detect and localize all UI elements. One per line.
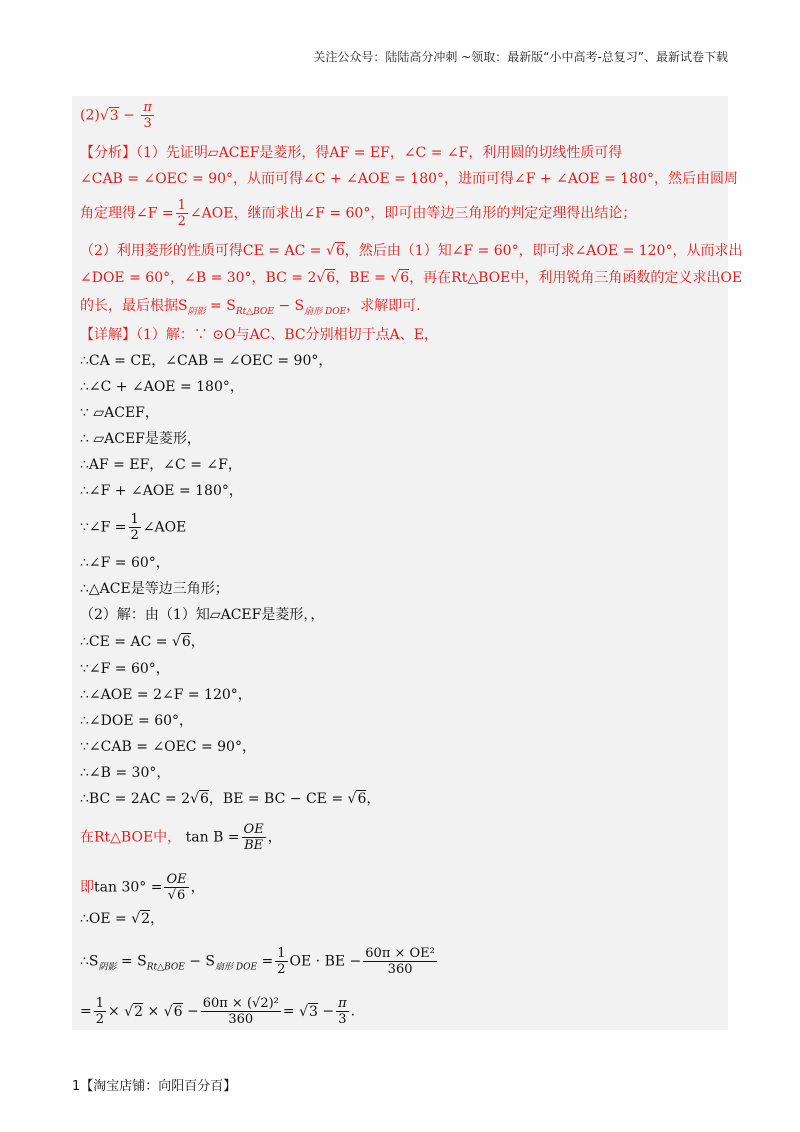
detail-line-16: ∵∠CAB = ∠OEC = 90°， bbox=[80, 739, 256, 755]
answer-label: (2) bbox=[80, 107, 100, 124]
detail-line-23: = $\frac{1}{2}$ × √2 × √6 − $\frac{\text{60π × (√2)²}}{360}$ = √3 − $\frac{\pi}{3}$ . bbox=[80, 996, 356, 1027]
detail-line-17: ∴∠B = 30°， bbox=[80, 765, 171, 781]
analysis-line-6: 的长，最后根据$S_{阴影} = S_{Rt\triangle BOE} - S_{扇形 DOE}$，求解即可. bbox=[80, 298, 421, 317]
detail-line-2: ∴CA = CE，∠CAB = ∠OEC = 90°， bbox=[80, 353, 333, 369]
minus-sign: − bbox=[123, 107, 135, 124]
detail-line-22: $\therefore S_{阴影} = S_{Rt\triangle BOE} - S_{扇形 DOE}$ = $\frac{1}{2}$ OE · BE − $\frac{\text{60π × OE²}}{360}$ bbox=[80, 946, 435, 977]
detail-line-9: ∴∠F = 60°， bbox=[80, 555, 170, 571]
detail-line-5: ∴ ▱ACEF是菱形， bbox=[80, 431, 201, 447]
detail-line-7: ∴∠F + ∠AOE = 180°， bbox=[80, 483, 243, 499]
detail-line-13: ∵∠F = 60°， bbox=[80, 661, 170, 677]
detail-line-3: ∴∠C + ∠AOE = 180°， bbox=[80, 379, 244, 395]
detail-line-14: ∴∠AOE = 2∠F = 120°， bbox=[80, 687, 252, 703]
answer-2 bbox=[80, 100, 156, 131]
detail-line-4: ∵ ▱ACEF， bbox=[80, 405, 159, 421]
page-footer: 1【淘宝店铺：向阳百分百】 bbox=[72, 1079, 237, 1094]
sqrt-3: √3 bbox=[99, 107, 119, 124]
fraction-pi-3: $\frac{\pi}{3}$ bbox=[143, 100, 152, 131]
detail-line-6: ∴AF = EF，∠C = ∠F， bbox=[80, 457, 242, 473]
detail-line-1: 【详解】（1）解：∵ ⊙O与AC、BC分别相切于点A、E， bbox=[80, 327, 438, 343]
fraction-half: $\frac{1}{2}$ bbox=[177, 198, 186, 229]
detail-line-20: 即tan 30° = $\frac{OE}{√6}$ ， bbox=[80, 872, 205, 903]
detail-line-11: （2）解：由（1）知▱ACEF是菱形，， bbox=[80, 607, 325, 623]
analysis-line-1: 【分析】（1）先证明▱ACEF是菱形，得AF = EF，∠C = ∠F，利用圆的切线性质可得 bbox=[80, 145, 623, 161]
detail-line-18: ∴BC = 2AC = 2√6，BE = BC − CE = √6， bbox=[80, 791, 381, 807]
detail-line-15: ∴∠DOE = 60°， bbox=[80, 713, 194, 729]
analysis-line-3: 角定理得∠F = $\frac{1}{2}$ ∠AOE，继而求出∠F = 60°，即可由等边三角形的判定定理得出结论； bbox=[80, 198, 637, 229]
analysis-line-4: （2）利用菱形的性质可得CE = AC = √6，然后由（1）知∠F = 60°，即可求∠AOE = 120°，从而求出 bbox=[80, 243, 743, 259]
detail-line-8: ∵∠F = $\frac{1}{2}$ ∠AOE bbox=[80, 512, 187, 543]
detail-line-19: 在Rt△BOE中， tan B = $\frac{OE}{BE}$ ， bbox=[80, 822, 282, 853]
analysis-line-5: ∠DOE = 60°，∠B = 30°，BC = 2√6，BE = √6，再在Rt△BOE中，利用锐角三角函数的定义求出OE bbox=[80, 270, 743, 286]
analysis-line-2: ∠CAB = ∠OEC = 90°，从而可得∠C + ∠AOE = 180°，进而可得∠F + ∠AOE = 180°，然后由圆周 bbox=[80, 171, 738, 187]
detail-line-12: ∴CE = AC = √6， bbox=[80, 634, 205, 650]
detail-line-10: ∴△ACE是等边三角形； bbox=[80, 581, 229, 597]
detail-line-21: ∴OE = √2， bbox=[80, 911, 165, 927]
page-header: 关注公众号：陆陆高分冲刺 ~领取：最新版“小中高考-总复习”、最新试卷下载 bbox=[313, 50, 728, 64]
